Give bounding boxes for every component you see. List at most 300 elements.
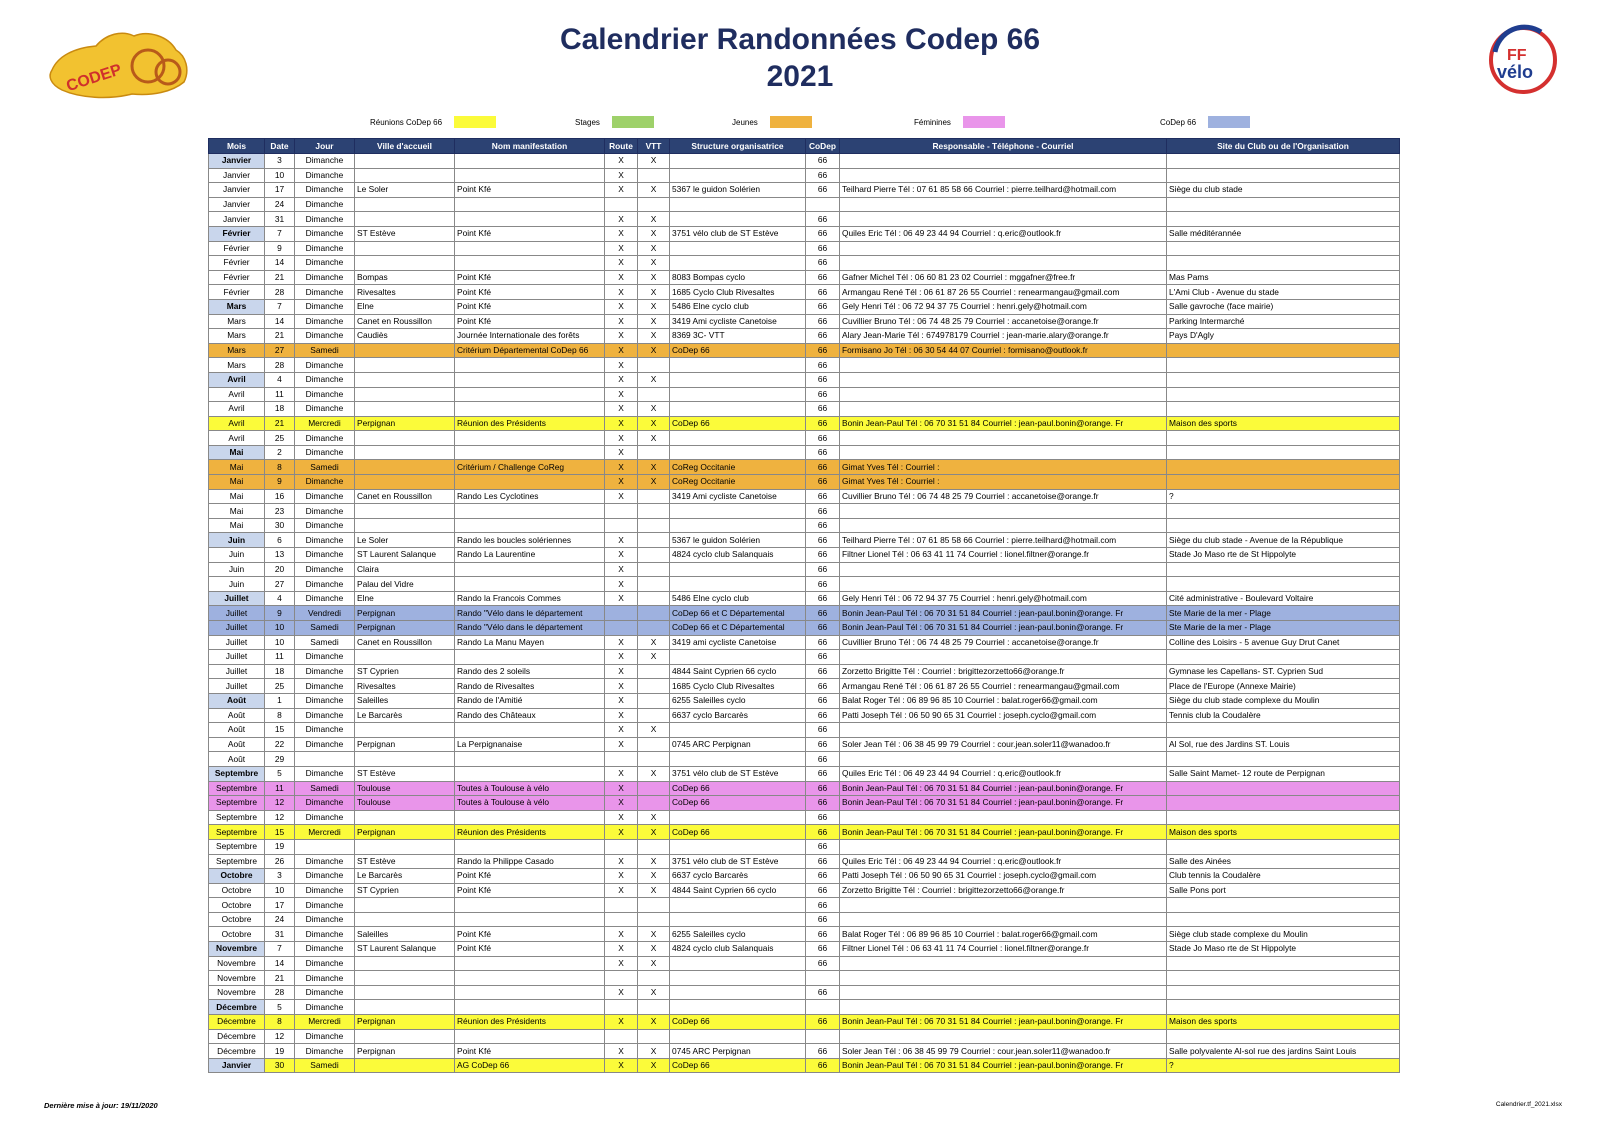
table-row xyxy=(209,737,1400,752)
date-cell: 19 xyxy=(265,1044,295,1059)
structure-cell: 1685 Cyclo Club Rivesaltes xyxy=(670,679,806,694)
legend-swatch xyxy=(612,116,654,128)
ville-cell: Perpignan xyxy=(355,621,455,636)
nom-cell xyxy=(455,971,605,986)
date-cell: 27 xyxy=(265,343,295,358)
jour-cell: Dimanche xyxy=(295,372,355,387)
vtt-cell xyxy=(638,621,670,636)
table-row xyxy=(209,883,1400,898)
nom-cell xyxy=(455,431,605,446)
structure-cell xyxy=(670,358,806,373)
ville-cell xyxy=(355,956,455,971)
structure-cell: 6255 Saleilles cyclo xyxy=(670,927,806,942)
site-cell xyxy=(1167,460,1400,475)
mois-cell: Mai xyxy=(209,475,265,490)
mois-cell: Avril xyxy=(209,402,265,417)
vtt-cell: X xyxy=(638,927,670,942)
route-cell: X xyxy=(605,737,638,752)
vtt-cell xyxy=(638,533,670,548)
date-cell: 21 xyxy=(265,971,295,986)
codep-cell: 66 xyxy=(806,402,840,417)
codep-cell: 66 xyxy=(806,299,840,314)
route-cell: X xyxy=(605,154,638,169)
date-cell: 14 xyxy=(265,956,295,971)
route-cell: X xyxy=(605,387,638,402)
col-header-ville: Ville d'accueil xyxy=(355,139,455,154)
table-row xyxy=(209,416,1400,431)
structure-cell xyxy=(670,898,806,913)
vtt-cell: X xyxy=(638,985,670,1000)
codep-cell: 66 xyxy=(806,606,840,621)
ville-cell: Elne xyxy=(355,591,455,606)
mois-cell: Novembre xyxy=(209,956,265,971)
route-cell: X xyxy=(605,226,638,241)
vtt-cell: X xyxy=(638,1058,670,1073)
structure-cell: 6637 cyclo Barcarès xyxy=(670,708,806,723)
responsable-cell: Quiles Eric Tél : 06 49 23 44 94 Courriel : q.eric@outlook.fr xyxy=(840,766,1167,781)
route-cell: X xyxy=(605,329,638,344)
codep-cell: 66 xyxy=(806,460,840,475)
site-cell xyxy=(1167,562,1400,577)
jour-cell: Dimanche xyxy=(295,664,355,679)
legend-label: CoDep 66 xyxy=(1160,117,1197,127)
vtt-cell xyxy=(638,839,670,854)
codep-cell: 66 xyxy=(806,256,840,271)
date-cell: 27 xyxy=(265,577,295,592)
jour-cell: Dimanche xyxy=(295,810,355,825)
codep-cell: 66 xyxy=(806,226,840,241)
date-cell: 9 xyxy=(265,606,295,621)
table-row xyxy=(209,358,1400,373)
nom-cell xyxy=(455,197,605,212)
responsable-cell xyxy=(840,898,1167,913)
vtt-cell: X xyxy=(638,825,670,840)
mois-cell: Février xyxy=(209,285,265,300)
site-cell xyxy=(1167,256,1400,271)
ville-cell xyxy=(355,445,455,460)
date-cell: 30 xyxy=(265,518,295,533)
codep-cell: 66 xyxy=(806,985,840,1000)
site-cell xyxy=(1167,810,1400,825)
ville-cell: Perpignan xyxy=(355,1015,455,1030)
mois-cell: Juin xyxy=(209,533,265,548)
jour-cell: Dimanche xyxy=(295,197,355,212)
responsable-cell xyxy=(840,810,1167,825)
responsable-cell: Gimat Yves Tél : Courriel : xyxy=(840,460,1167,475)
nom-cell: Réunion des Présidents xyxy=(455,1015,605,1030)
route-cell xyxy=(605,504,638,519)
responsable-cell: Bonin Jean-Paul Tél : 06 70 31 51 84 Courriel : jean-paul.bonin@orange. Fr xyxy=(840,416,1167,431)
site-cell: Maison des sports xyxy=(1167,1015,1400,1030)
date-cell: 15 xyxy=(265,723,295,738)
table-row xyxy=(209,664,1400,679)
codep-cell: 66 xyxy=(806,621,840,636)
route-cell: X xyxy=(605,577,638,592)
date-cell: 17 xyxy=(265,898,295,913)
nom-cell xyxy=(455,752,605,767)
structure-cell xyxy=(670,1029,806,1044)
jour-cell: Dimanche xyxy=(295,402,355,417)
responsable-cell: Bonin Jean-Paul Tél : 06 70 31 51 84 Courriel : jean-paul.bonin@orange. Fr xyxy=(840,606,1167,621)
responsable-cell: Teilhard Pierre Tél : 07 61 85 58 66 Courriel : pierre.teilhard@hotmail.com xyxy=(840,183,1167,198)
jour-cell: Mercredi xyxy=(295,1015,355,1030)
col-header-date: Date xyxy=(265,139,295,154)
structure-cell: 3419 ami cycliste Canetoise xyxy=(670,635,806,650)
vtt-cell: X xyxy=(638,854,670,869)
ville-cell: Perpignan xyxy=(355,825,455,840)
ville-cell: ST Laurent Salanque xyxy=(355,548,455,563)
vtt-cell xyxy=(638,489,670,504)
date-cell: 22 xyxy=(265,737,295,752)
codep-cell: 66 xyxy=(806,854,840,869)
structure-cell xyxy=(670,504,806,519)
site-cell xyxy=(1167,650,1400,665)
structure-cell: CoDep 66 et C Départemental xyxy=(670,606,806,621)
site-cell: Cité administrative - Boulevard Voltaire xyxy=(1167,591,1400,606)
jour-cell: Dimanche xyxy=(295,912,355,927)
route-cell: X xyxy=(605,635,638,650)
site-cell xyxy=(1167,212,1400,227)
codep-cell xyxy=(806,1000,840,1015)
vtt-cell: X xyxy=(638,372,670,387)
date-cell: 7 xyxy=(265,226,295,241)
date-cell: 10 xyxy=(265,168,295,183)
mois-cell: Août xyxy=(209,737,265,752)
vtt-cell xyxy=(638,971,670,986)
route-cell: X xyxy=(605,985,638,1000)
table-row xyxy=(209,314,1400,329)
nom-cell: Rando La Laurentine xyxy=(455,548,605,563)
nom-cell: Rando la Francois Commes xyxy=(455,591,605,606)
vtt-cell xyxy=(638,548,670,563)
jour-cell: Dimanche xyxy=(295,212,355,227)
codep-cell: 66 xyxy=(806,956,840,971)
mois-cell: Décembre xyxy=(209,1000,265,1015)
jour-cell: Dimanche xyxy=(295,898,355,913)
route-cell: X xyxy=(605,183,638,198)
ville-cell: ST Cyprien xyxy=(355,883,455,898)
vtt-cell xyxy=(638,591,670,606)
vtt-cell: X xyxy=(638,212,670,227)
structure-cell xyxy=(670,431,806,446)
vtt-cell xyxy=(638,606,670,621)
table-row xyxy=(209,621,1400,636)
responsable-cell: Bonin Jean-Paul Tél : 06 70 31 51 84 Courriel : jean-paul.bonin@orange. Fr xyxy=(840,1015,1167,1030)
calendar-table xyxy=(208,138,1400,1073)
mois-cell: Juin xyxy=(209,548,265,563)
table-row xyxy=(209,299,1400,314)
vtt-cell xyxy=(638,197,670,212)
responsable-cell: Cuvillier Bruno Tél : 06 74 48 25 79 Courriel : accanetoise@orange.fr xyxy=(840,489,1167,504)
nom-cell xyxy=(455,1029,605,1044)
site-cell xyxy=(1167,387,1400,402)
jour-cell: Samedi xyxy=(295,621,355,636)
jour-cell: Dimanche xyxy=(295,737,355,752)
legend-label: Féminines xyxy=(914,117,951,127)
table-row xyxy=(209,402,1400,417)
table-row xyxy=(209,285,1400,300)
codep-cell: 66 xyxy=(806,475,840,490)
jour-cell: Dimanche xyxy=(295,591,355,606)
mois-cell: Novembre xyxy=(209,942,265,957)
jour-cell: Dimanche xyxy=(295,241,355,256)
site-cell xyxy=(1167,504,1400,519)
mois-cell: Février xyxy=(209,241,265,256)
table-row xyxy=(209,766,1400,781)
jour-cell: Dimanche xyxy=(295,285,355,300)
ville-cell xyxy=(355,912,455,927)
nom-cell: Point Kfé xyxy=(455,869,605,884)
codep-cell: 66 xyxy=(806,212,840,227)
vtt-cell: X xyxy=(638,1015,670,1030)
ville-cell xyxy=(355,168,455,183)
table-row xyxy=(209,942,1400,957)
codep-cell: 66 xyxy=(806,796,840,811)
mois-cell: Janvier xyxy=(209,1058,265,1073)
responsable-cell: Gafner Michel Tél : 06 60 81 23 02 Courriel : mggafner@free.fr xyxy=(840,270,1167,285)
vtt-cell: X xyxy=(638,869,670,884)
date-cell: 16 xyxy=(265,489,295,504)
jour-cell xyxy=(295,839,355,854)
col-header-structure: Structure organisatrice xyxy=(670,139,806,154)
jour-cell: Dimanche xyxy=(295,533,355,548)
table-row xyxy=(209,343,1400,358)
nom-cell: Rando "Vélo dans le département xyxy=(455,606,605,621)
site-cell xyxy=(1167,985,1400,1000)
legend-label: Réunions CoDep 66 xyxy=(370,117,443,127)
nom-cell xyxy=(455,241,605,256)
mois-cell: Janvier xyxy=(209,183,265,198)
codep-cell: 66 xyxy=(806,723,840,738)
col-header-responsable: Responsable - Téléphone - Courriel xyxy=(840,139,1167,154)
jour-cell: Dimanche xyxy=(295,766,355,781)
structure-cell: 5486 Elne cyclo club xyxy=(670,591,806,606)
codep-cell: 66 xyxy=(806,489,840,504)
date-cell: 26 xyxy=(265,854,295,869)
responsable-cell: Quiles Eric Tél : 06 49 23 44 94 Courriel : q.eric@outlook.fr xyxy=(840,854,1167,869)
codep-logo xyxy=(44,26,192,104)
structure-cell xyxy=(670,241,806,256)
route-cell: X xyxy=(605,299,638,314)
jour-cell: Samedi xyxy=(295,343,355,358)
responsable-cell: Teilhard Pierre Tél : 07 61 85 58 66 Courriel : pierre.teilhard@hotmail.com xyxy=(840,533,1167,548)
ville-cell xyxy=(355,971,455,986)
vtt-cell xyxy=(638,708,670,723)
codep-cell: 66 xyxy=(806,329,840,344)
date-cell: 28 xyxy=(265,358,295,373)
title-line-1: Calendrier Randonnées Codep 66 xyxy=(559,23,1041,56)
vtt-cell: X xyxy=(638,460,670,475)
mois-cell: Novembre xyxy=(209,971,265,986)
date-cell: 8 xyxy=(265,708,295,723)
ville-cell xyxy=(355,475,455,490)
col-header-route: Route xyxy=(605,139,638,154)
route-cell xyxy=(605,1000,638,1015)
ville-cell xyxy=(355,358,455,373)
table-row xyxy=(209,431,1400,446)
structure-cell: 4824 cyclo club Salanquais xyxy=(670,942,806,957)
vtt-cell: X xyxy=(638,431,670,446)
responsable-cell xyxy=(840,372,1167,387)
vtt-cell xyxy=(638,1029,670,1044)
ville-cell: Le Soler xyxy=(355,183,455,198)
structure-cell xyxy=(670,810,806,825)
vtt-cell: X xyxy=(638,942,670,957)
ville-cell: Rivesaltes xyxy=(355,285,455,300)
structure-cell: 8083 Bompas cyclo xyxy=(670,270,806,285)
mois-cell: Janvier xyxy=(209,212,265,227)
nom-cell: Journée Internationale des forêts xyxy=(455,329,605,344)
route-cell: X xyxy=(605,766,638,781)
ville-cell xyxy=(355,212,455,227)
nom-cell xyxy=(455,402,605,417)
site-cell: Siège club stade complexe du Moulin xyxy=(1167,927,1400,942)
site-cell: ? xyxy=(1167,1058,1400,1073)
codep-cell: 66 xyxy=(806,533,840,548)
jour-cell: Dimanche xyxy=(295,387,355,402)
responsable-cell: Armangau René Tél : 06 61 87 26 55 Courriel : renearmangau@gmail.com xyxy=(840,285,1167,300)
codep-cell: 66 xyxy=(806,577,840,592)
ville-cell xyxy=(355,723,455,738)
mois-cell: Septembre xyxy=(209,796,265,811)
nom-cell: Point Kfé xyxy=(455,183,605,198)
route-cell: X xyxy=(605,723,638,738)
jour-cell: Dimanche xyxy=(295,956,355,971)
date-cell: 18 xyxy=(265,402,295,417)
route-cell: X xyxy=(605,256,638,271)
jour-cell: Dimanche xyxy=(295,445,355,460)
col-header-vtt: VTT xyxy=(638,139,670,154)
date-cell: 30 xyxy=(265,1058,295,1073)
site-cell: Salle méditérannée xyxy=(1167,226,1400,241)
ville-cell xyxy=(355,650,455,665)
structure-cell xyxy=(670,971,806,986)
structure-cell: 5486 Elne cyclo club xyxy=(670,299,806,314)
nom-cell xyxy=(455,504,605,519)
mois-cell: Décembre xyxy=(209,1044,265,1059)
mois-cell: Juillet xyxy=(209,591,265,606)
responsable-cell xyxy=(840,212,1167,227)
route-cell: X xyxy=(605,796,638,811)
nom-cell xyxy=(455,650,605,665)
structure-cell: CoDep 66 xyxy=(670,416,806,431)
nom-cell: AG CoDep 66 xyxy=(455,1058,605,1073)
nom-cell xyxy=(455,839,605,854)
table-row xyxy=(209,810,1400,825)
site-cell xyxy=(1167,577,1400,592)
ville-cell: Elne xyxy=(355,299,455,314)
site-cell xyxy=(1167,1000,1400,1015)
table-row xyxy=(209,825,1400,840)
mois-cell: Mars xyxy=(209,299,265,314)
jour-cell: Dimanche xyxy=(295,693,355,708)
route-cell: X xyxy=(605,1058,638,1073)
codep-cell: 66 xyxy=(806,650,840,665)
ville-cell: Perpignan xyxy=(355,1044,455,1059)
mois-cell: Septembre xyxy=(209,839,265,854)
vtt-cell: X xyxy=(638,299,670,314)
route-cell: X xyxy=(605,416,638,431)
responsable-cell: Bonin Jean-Paul Tél : 06 70 31 51 84 Courriel : jean-paul.bonin@orange. Fr xyxy=(840,1058,1167,1073)
vtt-cell xyxy=(638,664,670,679)
mois-cell: Juillet xyxy=(209,621,265,636)
ville-cell: Le Barcarès xyxy=(355,869,455,884)
mois-cell: Mars xyxy=(209,358,265,373)
date-cell: 15 xyxy=(265,825,295,840)
vtt-cell: X xyxy=(638,402,670,417)
nom-cell: Point Kfé xyxy=(455,299,605,314)
mois-cell: Septembre xyxy=(209,781,265,796)
mois-cell: Septembre xyxy=(209,810,265,825)
jour-cell: Mercredi xyxy=(295,825,355,840)
ville-cell: Toulouse xyxy=(355,796,455,811)
date-cell: 31 xyxy=(265,212,295,227)
responsable-cell xyxy=(840,241,1167,256)
svg-text:vélo: vélo xyxy=(1497,62,1534,82)
site-cell: Salle Saint Mamet- 12 route de Perpignan xyxy=(1167,766,1400,781)
responsable-cell: Zorzetto Brigitte Tél : Courriel : brigittezorzetto66@orange.fr xyxy=(840,883,1167,898)
codep-cell: 66 xyxy=(806,752,840,767)
jour-cell: Dimanche xyxy=(295,226,355,241)
jour-cell: Dimanche xyxy=(295,1044,355,1059)
ville-cell xyxy=(355,518,455,533)
mois-cell: Septembre xyxy=(209,854,265,869)
structure-cell: 3751 vélo club de ST Estève xyxy=(670,766,806,781)
responsable-cell xyxy=(840,431,1167,446)
structure-cell: CoReg Occitanie xyxy=(670,460,806,475)
ville-cell xyxy=(355,387,455,402)
date-cell: 12 xyxy=(265,1029,295,1044)
codep-cell: 66 xyxy=(806,431,840,446)
mois-cell: Mai xyxy=(209,445,265,460)
mois-cell: Mars xyxy=(209,314,265,329)
date-cell: 14 xyxy=(265,314,295,329)
codep-cell: 66 xyxy=(806,883,840,898)
responsable-cell: Cuvillier Bruno Tél : 06 74 48 25 79 Courriel : accanetoise@orange.fr xyxy=(840,314,1167,329)
jour-cell: Samedi xyxy=(295,635,355,650)
structure-cell xyxy=(670,956,806,971)
vtt-cell: X xyxy=(638,256,670,271)
responsable-cell xyxy=(840,971,1167,986)
date-cell: 8 xyxy=(265,1015,295,1030)
responsable-cell: Balat Roger Tél : 06 89 96 85 10 Courriel : balat.roger66@gmail.com xyxy=(840,693,1167,708)
site-cell: Siège du club stade complexe du Moulin xyxy=(1167,693,1400,708)
table-row xyxy=(209,912,1400,927)
ville-cell: ST Estève xyxy=(355,226,455,241)
site-cell: Gymnase les Capellans- ST. Cyprien Sud xyxy=(1167,664,1400,679)
structure-cell xyxy=(670,256,806,271)
responsable-cell: Gely Henri Tél : 06 72 94 37 75 Courriel : henri.gely@hotmail.com xyxy=(840,591,1167,606)
codep-cell: 66 xyxy=(806,781,840,796)
date-cell: 21 xyxy=(265,270,295,285)
route-cell: X xyxy=(605,168,638,183)
structure-cell: 3419 Ami cycliste Canetoise xyxy=(670,314,806,329)
codep-cell: 66 xyxy=(806,548,840,563)
table-row xyxy=(209,1029,1400,1044)
site-cell xyxy=(1167,781,1400,796)
date-cell: 5 xyxy=(265,766,295,781)
site-cell xyxy=(1167,971,1400,986)
date-cell: 19 xyxy=(265,839,295,854)
file-name-note: Calendrier.tf_2021.xlsx xyxy=(1495,1101,1562,1108)
jour-cell: Dimanche xyxy=(295,1029,355,1044)
structure-cell xyxy=(670,518,806,533)
site-cell xyxy=(1167,796,1400,811)
nom-cell: Point Kfé xyxy=(455,270,605,285)
structure-cell xyxy=(670,577,806,592)
vtt-cell xyxy=(638,445,670,460)
route-cell xyxy=(605,752,638,767)
